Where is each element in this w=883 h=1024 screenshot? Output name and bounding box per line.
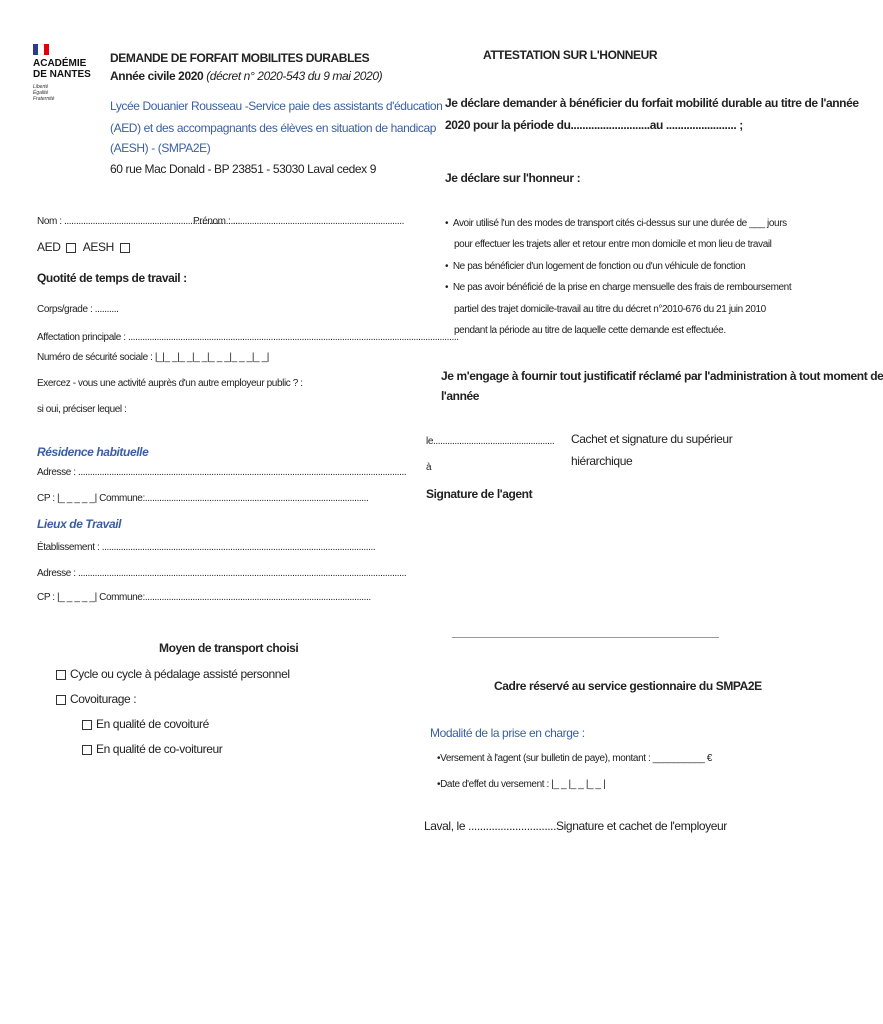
etablissement-field[interactable]: Établissement : ................................................................................................................... — [37, 542, 376, 553]
cycle-label: Cycle ou cycle à pédalage assisté personnel — [70, 667, 290, 681]
aesh-label: AESH — [82, 240, 114, 254]
residence-title: Résidence habituelle — [37, 445, 149, 459]
bullet-3-line-2: partiel des trajet domicile-travail au titre du décret n°2010-676 du 21 juin 2010 — [454, 304, 766, 315]
declare-request-line-1: Je déclare demander à bénéficier du forfait mobilité durable au titre de l'année — [445, 96, 859, 110]
prenom-field[interactable]: Prénom : ........................................................................ — [193, 216, 404, 227]
quotite-label: Quotité de temps de travail : — [37, 271, 187, 285]
attestation-title: ATTESTATION SUR L'HONNEUR — [483, 48, 658, 62]
academy-name-line1: ACADÉMIE — [33, 58, 87, 69]
transport-option-covoiturage — [56, 692, 136, 706]
school-line-2: (AED) et des accompagnants des élèves en situation de handicap — [110, 121, 437, 135]
bullet-2 — [445, 261, 745, 272]
declare-honor-label: Je déclare sur l'honneur : — [445, 171, 581, 185]
cachet-line-1: Cachet et signature du supérieur — [571, 432, 733, 446]
form-title: DEMANDE DE FORFAIT MOBILITES DURABLES — [110, 51, 370, 65]
covoiturage-checkbox[interactable] — [56, 695, 66, 705]
bullet-3-line-3: pendant la période au titre de laquelle cette demande est effectuée. — [454, 325, 726, 336]
engage-line-2: l'année — [441, 389, 480, 403]
academy-logo — [33, 58, 91, 80]
bullet-3-line-1 — [445, 282, 791, 293]
versement-field[interactable] — [437, 753, 712, 764]
signature-date-field[interactable]: le................................................... — [426, 436, 555, 447]
status-choice — [37, 240, 134, 254]
covoiture-label: En qualité de covoituré — [96, 717, 209, 731]
cachet-line-2: hiérarchique — [571, 454, 633, 468]
declare-request-line-2[interactable]: 2020 pour la période du...........................au ........................ ; — [445, 118, 743, 132]
motto-egalite: Égalité — [33, 90, 49, 96]
school-line-1: Lycée Douanier Rousseau -Service paie des assistants d'éducation — [110, 99, 443, 113]
transport-option-covoiture — [82, 717, 209, 731]
motto-fraternite: Fraternité — [33, 96, 55, 102]
corps-field[interactable]: Corps/grade : .......... — [37, 304, 119, 315]
affectation-field[interactable]: Affectation principale : ........................................................................................................................................... — [37, 332, 459, 343]
academy-name-line2: DE NANTES — [33, 69, 91, 80]
covoiture-checkbox[interactable] — [82, 720, 92, 730]
bullet-icon: • — [445, 218, 453, 229]
decree-reference: (décret n° 2020-543 du 9 mai 2020) — [206, 69, 383, 83]
bullet-icon: • — [445, 282, 453, 293]
bullet-icon: • — [437, 753, 441, 764]
agent-signature-label: Signature de l'agent — [426, 487, 533, 501]
nom-field[interactable]: Nom : .......................................................................... — [37, 216, 241, 227]
republic-flag-icon — [33, 44, 49, 55]
bullet-icon: • — [437, 779, 441, 790]
secu-field[interactable]: Numéro de sécurité sociale : |_|_ _|_ _|_ _|_ _ _|_ _ _|_ _| — [37, 352, 269, 363]
cycle-checkbox[interactable] — [56, 670, 66, 680]
form-year — [110, 69, 382, 83]
covoitureur-label: En qualité de co-voitureur — [96, 742, 223, 756]
bullet-3-text: Ne pas avoir bénéficié de la prise en charge mensuelle des frais de remboursement — [452, 282, 792, 293]
date-effet-text: Date d'effet du versement : |_ _ |_ _ |_ _ | — [440, 779, 606, 790]
residence-cp-commune-field[interactable]: CP : |_ _ _ _ _| Commune:.............................................................................................. — [37, 493, 369, 504]
workplace-address-field[interactable]: Adresse : .......................................................................................................................................... — [37, 568, 407, 579]
republic-motto — [33, 84, 54, 102]
school-line-3: (AESH) - (SMPA2E) — [110, 141, 211, 155]
reserved-title: Cadre réservé au service gestionnaire du SMPA2E — [494, 679, 762, 693]
aesh-checkbox[interactable] — [120, 243, 130, 253]
school-address: 60 rue Mac Donald - BP 23851 - 53030 Laval cedex 9 — [110, 162, 376, 176]
bullet-2-text: Ne pas bénéficier d'un logement de fonction ou d'un véhicule de fonction — [452, 261, 746, 272]
workplace-title: Lieux de Travail — [37, 517, 122, 531]
employer-precision-field[interactable]: si oui, préciser lequel : — [37, 404, 127, 415]
modalite-label: Modalité de la prise en charge : — [430, 726, 585, 740]
separator-line: ________________________________________ — [452, 625, 719, 639]
bullet-1-line-2: pour effectuer les trajets aller et retour entre mon domicile et mon lieu de travail — [454, 239, 772, 250]
date-effet-field[interactable] — [437, 779, 605, 790]
versement-text: Versement à l'agent (sur bulletin de paye), montant : __________ € — [440, 753, 712, 764]
other-employer-question: Exercez - vous une activité auprès d'un autre employeur public ? : — [37, 378, 303, 389]
motto-liberte: Liberté — [33, 84, 49, 90]
aed-label: AED — [37, 240, 61, 254]
signature-place-field[interactable]: à — [426, 462, 432, 473]
year-label: Année civile 2020 — [110, 69, 204, 83]
transport-option-cycle — [56, 667, 290, 681]
bullet-1-line-1 — [445, 218, 787, 229]
workplace-cp-commune-field[interactable]: CP : |_ _ _ _ _| Commune:............................................................................................... — [37, 592, 371, 603]
engage-line-1: Je m'engage à fournir tout justificatif réclamé par l'administration à tout moment de — [441, 369, 883, 383]
residence-address-field[interactable]: Adresse : .......................................................................................................................................... — [37, 467, 407, 478]
covoiturage-label: Covoiturage : — [70, 692, 137, 706]
transport-title: Moyen de transport choisi — [159, 641, 299, 655]
bullet-1-text: Avoir utilisé l'un des modes de transport cités ci-dessus sur une durée de ___ jours — [452, 218, 787, 229]
employer-signature-line[interactable]: Laval, le ..............................Signature et cachet de l'employeur — [424, 819, 727, 833]
transport-option-covoitureur — [82, 742, 222, 756]
bullet-icon: • — [445, 261, 453, 272]
aed-checkbox[interactable] — [66, 243, 76, 253]
covoitureur-checkbox[interactable] — [82, 745, 92, 755]
